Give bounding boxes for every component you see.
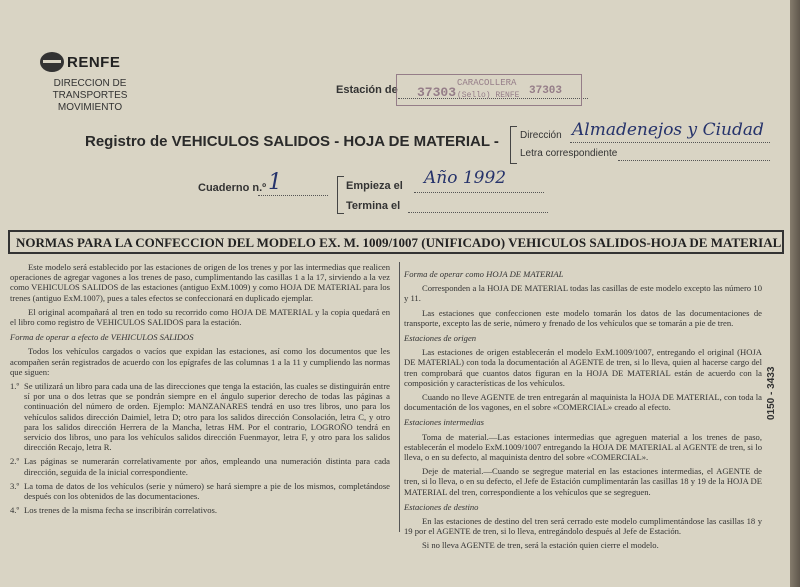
renfe-logo: [40, 52, 120, 72]
right-column: [404, 264, 762, 555]
form-title: Registro de VEHICULOS SALIDOS - HOJA DE MATERIAL -: [85, 133, 499, 150]
cuaderno-field-line[interactable]: [258, 195, 328, 196]
left-sub1: Forma de operar a efecto de VEHICULOS SALIDOS: [10, 332, 194, 343]
right-p3: Las estaciones de origen establecerán el modelo ExM.1009/1007, entregando el original (HOJA DE MATERIAL) con toda la documentación al AGENTE de tren, si lo lleva, quien al hacerse cargo del tren comprobará que cuantos datos figuran en la HOJA DE MATERIAL están de acuerdo con la composición y características de los vehículos.: [404, 347, 762, 388]
column-divider: [399, 262, 400, 532]
left-column: [10, 262, 390, 519]
org-line-2: MOVIMIENTO: [57, 102, 123, 113]
right-sub2: Estaciones de origen: [404, 333, 477, 344]
left-n3-text: La toma de datos de los vehículos (serie y número) se hará siempre a pie de los mismos, completándose después con los obtenidos de las documentaciones.: [24, 480, 390, 502]
direccion-value[interactable]: Almadenejos y Ciudad: [572, 120, 764, 140]
stamp-small: (Sello): [457, 91, 491, 100]
direccion-label: Dirección: [520, 130, 562, 141]
cuaderno-label: Cuaderno n.º: [198, 182, 267, 194]
stamp-code: 37303: [529, 85, 563, 97]
empieza-field-line[interactable]: [414, 192, 544, 193]
organization-name: [15, 78, 165, 114]
right-sub1: Forma de operar como HOJA DE MATERIAL: [404, 269, 564, 279]
right-p8: Si no lleva AGENTE de tren, será la estación quien cierre el modelo.: [422, 540, 659, 551]
org-line-1: DIRECCION DE TRANSPORTES: [52, 78, 128, 101]
stamp-number: 37303: [417, 85, 457, 100]
estacion-label: Estación de: [336, 84, 398, 96]
right-p6: Deje de material.—Cuando se segregue material en las estaciones intermedias, el AGENTE de tren, si lo lleva, o en su defecto, el Jefe de Estación cumplimentarán las casillas 18 y 19 de la HOJA DE MATERIAL del tren, correspondiente a los vehículos que se segreguen.: [404, 466, 762, 497]
page-edge: [790, 0, 800, 587]
left-p3: Todos los vehículos cargados o vacíos que expidan las estaciones, así como los documentos que les acompañen serán registrados de acuerdo con los epígrafes de las columnas 1 a la 11 y cumpliendo las normas que siguen:: [10, 346, 390, 377]
left-n2-num: 2.º: [10, 456, 20, 467]
left-p2: El original acompañará al tren en todo su recorrido como HOJA DE MATERIAL y la copia quedará en el libro como registro de VEHICULOS SALIDOS para la estación.: [10, 306, 390, 328]
left-n1-num: 1.º: [10, 381, 20, 392]
right-sub4: Estaciones de destino: [404, 501, 479, 512]
direccion-bracket: [510, 126, 517, 164]
side-code: 0150 - 3433: [766, 366, 777, 420]
letra-label: Letra correspondiente: [520, 148, 618, 159]
empieza-value[interactable]: Año 1992: [424, 168, 507, 188]
right-p7: En las estaciones de destino del tren será cerrado este modelo cumplimentándose las casillas 18 y 19 por el AGENTE de tren, si lo lleva, entregándolo después al Jefe de Estación.: [404, 516, 762, 537]
left-n4-text: Los trenes de la misma fecha se inscribirán correlativos.: [24, 505, 218, 516]
left-n1-text: Se utilizará un libro para cada una de las direcciones que tenga la estación, las cuales se distinguirán entre sí por una o dos letras que se pondrán siempre en el ángulo superior derecho de todas las páginas a continuación del número de orden. Ejemplo: MANZANARES tendrá en uso tres libros, uno para los vehículos salidos dirección Daimiel, letra D; otro para los salidos dirección Consolación, letra C, y otro para los salidos dirección Herrera de la Mancha, letras HM. Por el contrario, LOGROÑO tendrá en servicio dos libros, uno para los vehículos salidos dirección Fuenmayor, letra F, y otro para los salidos dirección Recajo, letra R.: [24, 381, 390, 453]
left-n1: [10, 381, 390, 452]
station-stamp: [396, 74, 582, 106]
right-p4: Cuando no lleve AGENTE de tren entregarán al maquinista la HOJA DE MATERIAL, con toda la documentación de los vagones, en el sobre «COMERCIAL» creado al efecto.: [404, 392, 762, 413]
left-p1: Este modelo será establecido por las estaciones de origen de los trenes y por las intermedias que realicen operaciones de agregar vagones a los trenes de paso, cumplimentando las casillas 1 a la 17, sirviendo a la vez como VEHICULOS SALIDOS de las estaciones (antiguo ExM.1009) y como HOJA DE MATERIAL para los trenes (antiguo ExM.1007), pues a tales efectos se confeccionará en duplicado ejemplar.: [10, 262, 390, 303]
left-n4: [10, 505, 390, 515]
norms-title: NORMAS PARA LA CONFECCION DEL MODELO EX. M. 1009/1007 (UNIFICADO) VEHICULOS SALIDOS-HOJA DE MATERIAL: [8, 230, 784, 254]
fechas-bracket: [337, 176, 344, 214]
stamp-subtext: [457, 91, 519, 100]
renfe-logo-icon: [40, 52, 64, 72]
right-p2: Las estaciones que confeccionen este modelo tomarán los datos de las documentaciones de transporte, excepto las de serie, número y frenado de los vehículos que se tomarán a pie de tren.: [404, 307, 762, 328]
empieza-label: Empieza el: [346, 180, 403, 192]
stamp-name: CARACOLLERA: [457, 78, 517, 88]
cuaderno-value[interactable]: 1: [268, 170, 282, 195]
logo-text: RENFE: [67, 53, 121, 71]
right-p1: Corresponden a la HOJA DE MATERIAL todas las casillas de este modelo excepto las número 10 y 11.: [404, 283, 762, 304]
left-n2-text: Las páginas se numerarán correlativamente por años, empleando una numeración distinta para cada dirección, seguida de la inicial correspondiente.: [24, 456, 390, 477]
right-p5: Toma de material.—Las estaciones intermedias que agreguen material a los trenes de paso, establecerán el modelo ExM.1009/1007 entregando la HOJA DE MATERIAL al AGENTE de tren, si lo lleva, o en su defecto, al maquinista dentro del sobre «COMERCIAL».: [404, 431, 762, 463]
direccion-field-line[interactable]: [570, 142, 770, 143]
right-sub3: Estaciones intermedias: [404, 417, 484, 428]
termina-label: Termina el: [346, 200, 401, 212]
left-n3: [10, 481, 390, 501]
left-n3-num: 3.º: [10, 480, 20, 491]
left-n4-num: 4.º: [10, 505, 20, 516]
termina-field-line[interactable]: [408, 212, 548, 213]
left-n2: [10, 456, 390, 476]
stamp-sub: RENFE: [495, 91, 520, 100]
letra-field-line[interactable]: [618, 160, 770, 161]
